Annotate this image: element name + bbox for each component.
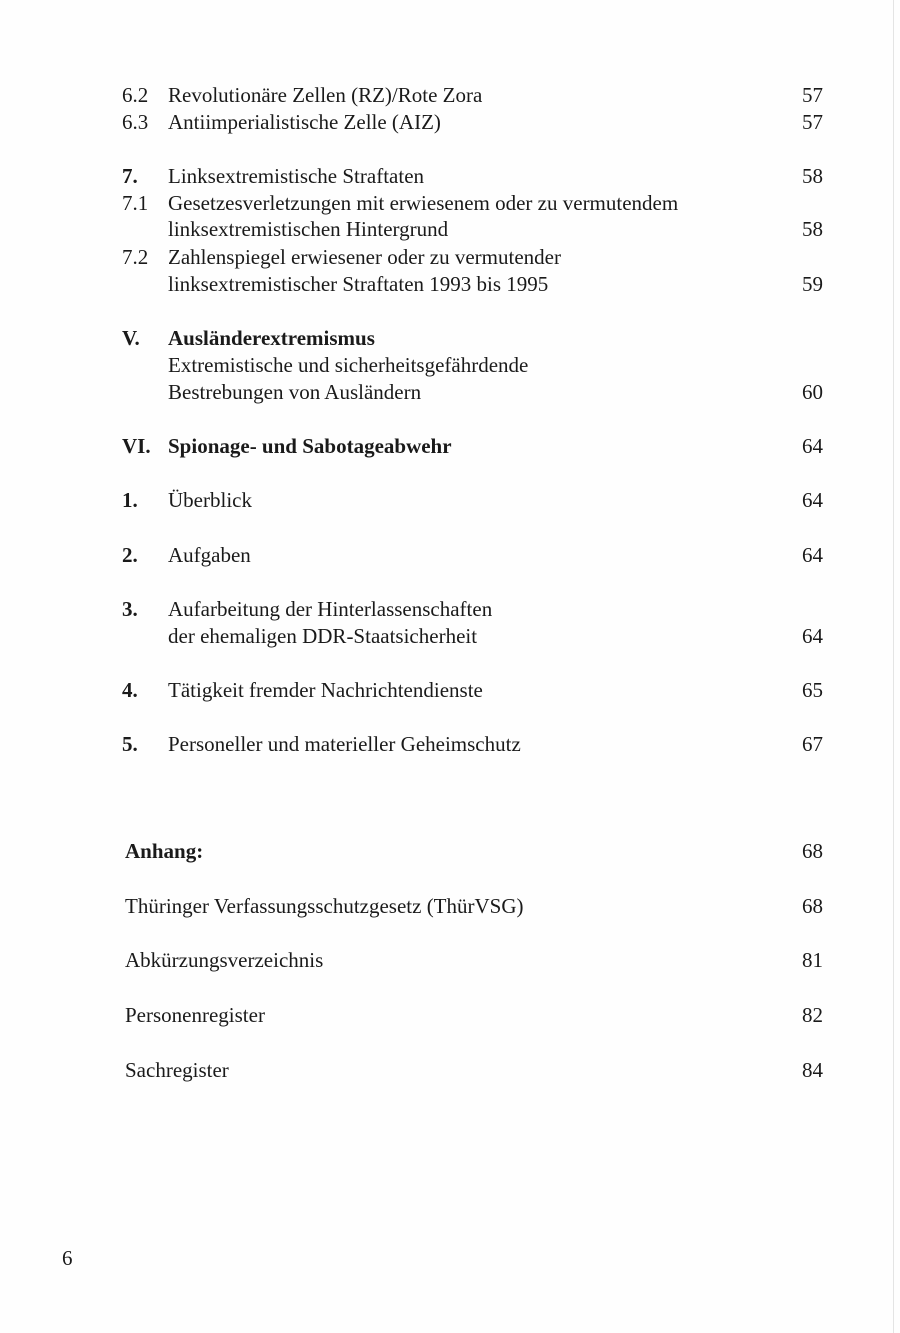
entry-title: Gesetzesverletzungen mit erwiesenem oder zu vermutendem <box>168 191 679 215</box>
entry-title: Personenregister <box>125 1003 265 1027</box>
entry-title: Zahlenspiegel erwiesener oder zu vermutender <box>168 245 561 269</box>
entry-page: 57 <box>802 110 823 134</box>
entry-number: 7.2 <box>122 245 149 269</box>
entry-page: 60 <box>802 380 823 404</box>
entry-page: 59 <box>802 272 823 296</box>
entry-title: Ausländerextremismus <box>168 326 375 350</box>
appendix-heading <box>0 838 900 865</box>
entry-subtitle: Extremistische und sicherheitsgefährdende <box>168 353 529 377</box>
toc-entry-continued <box>0 352 900 379</box>
entry-number: 5. <box>122 732 138 756</box>
appendix-entry <box>0 947 900 974</box>
toc-entry-continued <box>0 216 900 243</box>
entry-title: Sachregister <box>125 1058 229 1082</box>
toc-entry <box>0 731 900 758</box>
entry-number: 6.2 <box>122 83 149 107</box>
entry-title-line2: der ehemaligen DDR-Staatsicherheit <box>168 624 478 648</box>
appendix-heading-text: Anhang: <box>125 839 204 863</box>
entry-title: Überblick <box>168 488 252 512</box>
toc-entry <box>0 190 900 217</box>
entry-title: Antiimperialistische Zelle (AIZ) <box>168 110 441 134</box>
entry-page: 65 <box>802 678 823 702</box>
entry-page: 57 <box>802 83 823 107</box>
toc-entry <box>0 596 900 623</box>
entry-page: 82 <box>802 1003 823 1027</box>
entry-title: Abkürzungsverzeichnis <box>125 948 324 972</box>
entry-title-line2: linksextremistischen Hintergrund <box>168 217 449 241</box>
entry-page: 58 <box>802 217 823 241</box>
entry-number: 6.3 <box>122 110 149 134</box>
toc-entry-continued <box>0 379 900 406</box>
appendix-entry <box>0 893 900 920</box>
entry-title: Revolutionäre Zellen (RZ)/Rote Zora <box>168 83 483 107</box>
appendix-entry <box>0 1057 900 1084</box>
entry-title-line2: linksextremistischer Straftaten 1993 bis 1995 <box>168 272 549 296</box>
toc-entry <box>0 82 900 109</box>
entry-number: 7. <box>122 164 138 188</box>
entry-page: 67 <box>802 732 823 756</box>
entry-title: Aufgaben <box>168 543 251 567</box>
entry-number: 2. <box>122 543 138 567</box>
entry-title: Linksextremistische Straftaten <box>168 164 425 188</box>
entry-number: 7.1 <box>122 191 149 215</box>
entry-title: Personeller und materieller Geheimschutz <box>168 732 521 756</box>
entry-title: Tätigkeit fremder Nachrichtendienste <box>168 678 483 702</box>
entry-number: 4. <box>122 678 138 702</box>
entry-number: V. <box>122 326 140 350</box>
entry-title: Thüringer Verfassungsschutzgesetz (ThürVSG) <box>125 894 524 918</box>
toc-entry <box>0 163 900 190</box>
entry-title: Spionage- und Sabotageabwehr <box>168 434 452 458</box>
entry-page: 84 <box>802 1058 823 1082</box>
entry-page: 64 <box>802 488 823 512</box>
entry-number: 1. <box>122 488 138 512</box>
toc-entry <box>0 109 900 136</box>
entry-page: 68 <box>802 894 823 918</box>
toc-entry <box>0 487 900 514</box>
entry-number: 3. <box>122 597 138 621</box>
toc-entry-continued <box>0 623 900 650</box>
entry-page: 64 <box>802 543 823 567</box>
toc-entry <box>0 325 900 352</box>
toc-entry <box>0 244 900 271</box>
entry-page: 68 <box>802 839 823 863</box>
entry-page: 64 <box>802 624 823 648</box>
entry-page: 58 <box>802 164 823 188</box>
entry-number: VI. <box>122 434 151 458</box>
toc-entry <box>0 677 900 704</box>
toc-entry-continued <box>0 271 900 298</box>
appendix-entry <box>0 1002 900 1029</box>
toc-entry <box>0 433 900 460</box>
entry-page: 81 <box>802 948 823 972</box>
entry-title: Aufarbeitung der Hinterlassenschaften <box>168 597 493 621</box>
page-number: 6 <box>62 1246 73 1270</box>
entry-page: 64 <box>802 434 823 458</box>
entry-subtitle-line2: Bestrebungen von Ausländern <box>168 380 422 404</box>
toc-entry <box>0 542 900 569</box>
